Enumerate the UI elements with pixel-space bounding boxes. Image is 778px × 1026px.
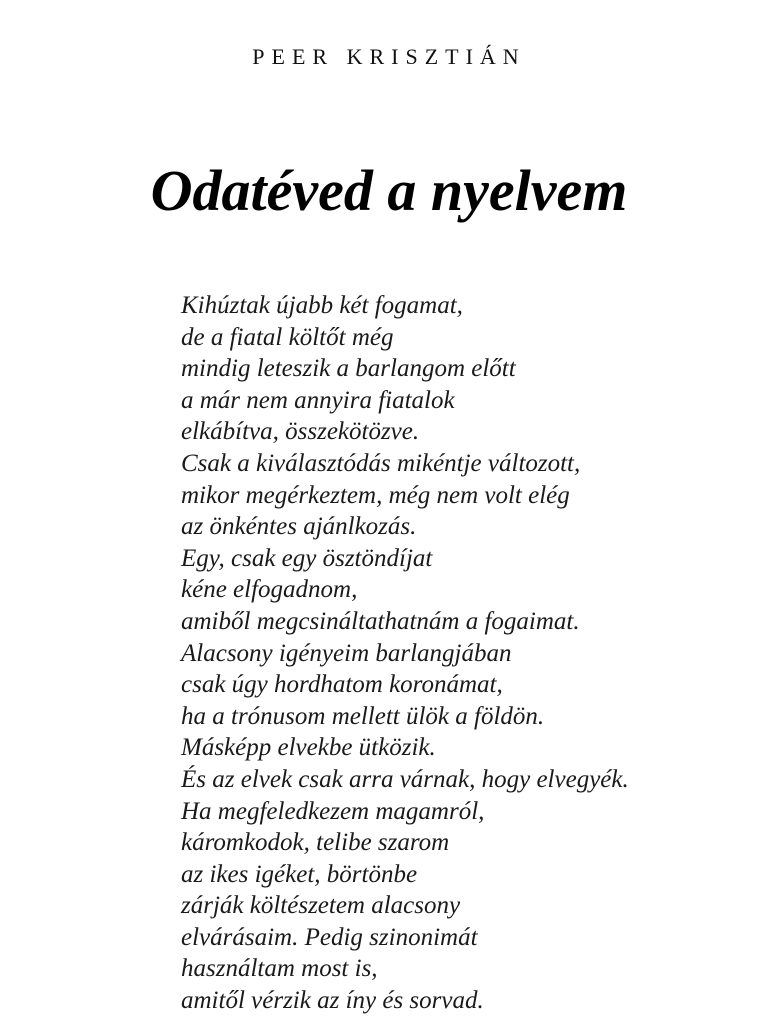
poem-line: az ikes igéket, börtönbe	[181, 860, 418, 888]
poem-line: az önkéntes ajánlkozás.	[181, 513, 417, 541]
poem-body	[181, 290, 771, 1017]
poem-line: ha a trónusom mellett ülök a földön.	[181, 702, 545, 730]
poem-line: amitől vérzik az íny és sorvad.	[181, 987, 484, 1015]
poem-line: káromkodok, telibe szarom	[181, 829, 450, 857]
poem-line: Másképp elvekbe ütközik.	[181, 734, 436, 762]
poem-line: de a fiatal költőt még	[181, 323, 394, 351]
poem-line: használtam most is,	[181, 955, 378, 983]
poem-line: a már nem annyira fiatalok	[181, 386, 455, 414]
poem-line: Ha megfeledkezem magamról,	[181, 797, 485, 825]
poem-line: Csak a kiválasztódás mikéntje változott,	[181, 449, 581, 477]
poem-line: kéne elfogadnom,	[181, 576, 358, 604]
poem-line: csak úgy hordhatom koronámat,	[181, 671, 503, 699]
poem-line: Kihúztak újabb két fogamat,	[181, 292, 463, 319]
poem-line: elkábítva, összekötözve.	[181, 418, 420, 446]
poem-line: mikor megérkeztem, még nem volt elég	[181, 481, 570, 509]
poem-title: Odatéved a nyelvem	[150, 158, 628, 223]
poem-line: mindig leteszik a barlangom előtt	[181, 355, 516, 383]
poem-line: amiből megcsináltathatnám a fogaimat.	[181, 607, 580, 635]
poem-line: zárják költészetem alacsony	[181, 892, 461, 920]
author-name: PEER KRISZTIÁN	[252, 44, 526, 69]
poem-line: Egy, csak egy ösztöndíjat	[181, 544, 433, 572]
poem-line: Alacsony igényeim barlangjában	[181, 639, 512, 667]
poem-line: elvárásaim. Pedig szinonimát	[181, 923, 478, 951]
poem-line: És az elvek csak arra várnak, hogy elvegyék.	[181, 765, 629, 793]
